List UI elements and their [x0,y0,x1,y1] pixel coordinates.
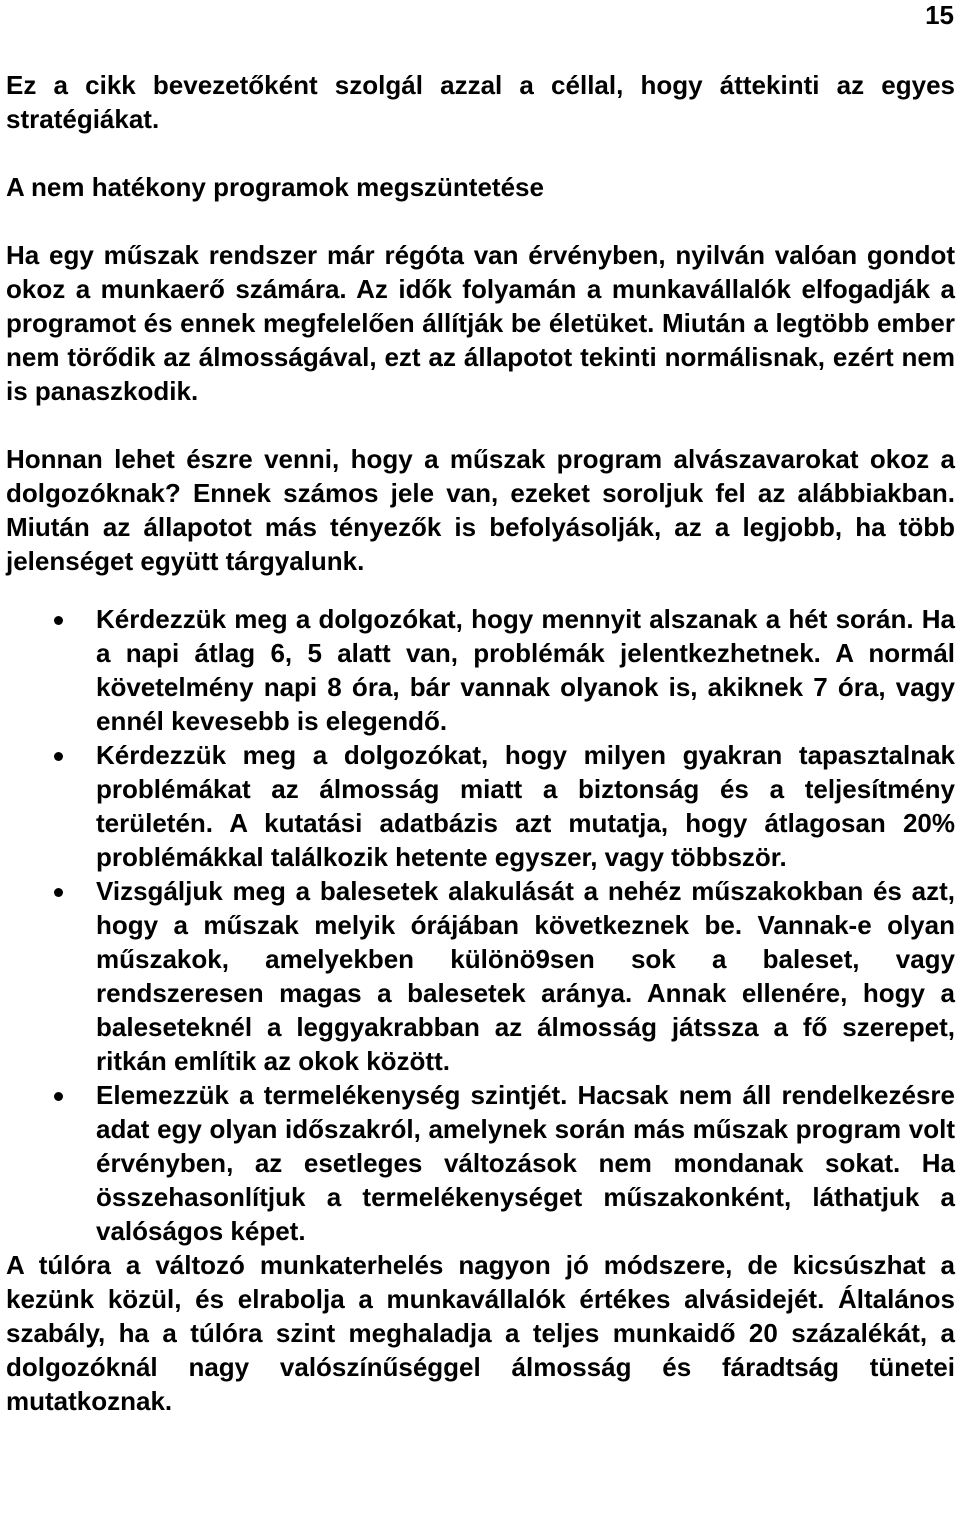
bullet-icon [54,616,63,625]
list-item-text: Kérdezzük meg a dolgozókat, hogy milyen gyakran tapasztalnak problémákat az álmosság miatt a biztonság és a teljesítmény területén. A kutatási adatbázis azt mutatja, hogy átlagosan 20% problémákkal találkozik hetente egyszer, vagy többször. [96,740,955,872]
list-item-text: Vizsgáljuk meg a balesetek alakulását a nehéz műszakokban és azt, hogy a műszak melyik órájában következnek be. Vannak-e olyan műszakok, amelyekben különö9sen sok a baleset, vagy rendszeresen magas a balesetek aránya. Annak ellenére, hogy a baleseteknél a leggyakrabban az álmosság játssza a fő szerepet, ritkán említik az okok között. [96,876,955,1076]
paragraph-2: Honnan lehet észre venni, hogy a műszak program alvászavarokat okoz a dolgozóknak? Ennek számos jele van, ezeket soroljuk fel az alábbiakban. Miután az állapotot más tényezők is befolyásolják, az a legjobb, ha több jelenséget együtt tárgyalunk. [6,444,955,576]
list-item-text: Elemezzük a termelékenység szintjét. Hacsak nem áll rendelkezésre adat egy olyan időszakról, amelynek során más műszak program volt érvényben, az esetleges változások nem mondanak sokat. Ha összehasonlítjuk a termelékenységet műszakonként, láthatjuk a valóságos képet. [96,1080,955,1246]
bullet-list [6,602,955,1248]
page-number: 15 [925,0,954,30]
list-item-text: Kérdezzük meg a dolgozókat, hogy mennyit alszanak a hét során. Ha a napi átlag 6, 5 alatt van, problémák jelentkezhetnek. A normál követelmény napi 8 óra, bár vannak olyanok is, akiknek 7 óra, vagy ennél kevesebb is elegendő. [96,604,955,736]
document-body [6,68,955,1418]
bullet-icon [54,1092,63,1101]
bullet-icon [54,888,63,897]
list-item [6,1078,955,1248]
list-item [6,874,955,1078]
bullet-icon [54,752,63,761]
paragraph-1: Ha egy műszak rendszer már régóta van érvényben, nyilván valóan gondot okoz a munkaerő számára. Az idők folyamán a munkavállalók elfogadják a programot és ennek megfelelően állítják be életüket. Miután a legtöbb ember nem törődik az álmosságával, ezt az állapotot tekinti normálisnak, ezért nem is panaszkodik. [6,240,955,406]
list-item [6,602,955,738]
intro-paragraph: Ez a cikk bevezetőként szolgál azzal a céllal, hogy áttekinti az egyes stratégiákat. [6,70,955,134]
section-heading: A nem hatékony programok megszüntetése [6,172,544,202]
closing-paragraph: A túlóra a változó munkaterhelés nagyon jó módszere, de kicsúszhat a kezünk közül, és elrabolja a munkavállalók értékes alvásidejét. Általános szabály, ha a túlóra szint meghaladja a teljes munkaidő 20 százalékát, a dolgozóknál nagy valószínűséggel álmosság és fáradtság tünetei mutatkoznak. [6,1250,955,1416]
list-item [6,738,955,874]
